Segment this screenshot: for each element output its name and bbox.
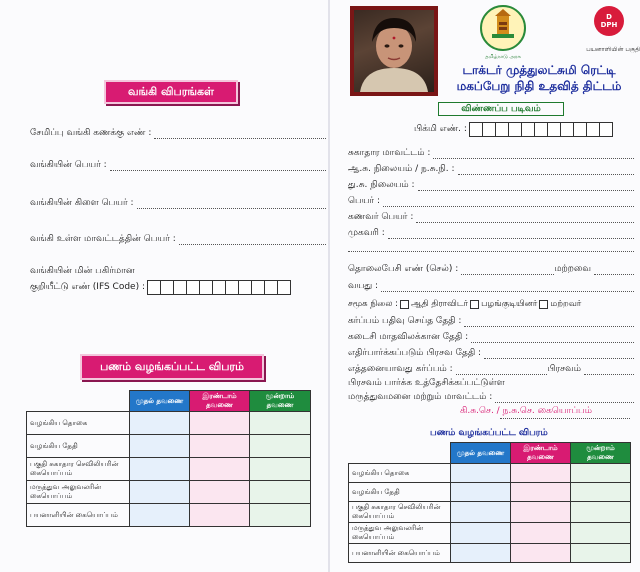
field-label: ஆ.சு. நிலையம் / ந.சு.நி. : bbox=[348, 164, 455, 174]
cell[interactable] bbox=[571, 544, 631, 563]
cell[interactable] bbox=[130, 458, 190, 481]
field-label: எதிர்பார்க்கப்படும் பிரசவ தேதி : bbox=[348, 348, 482, 358]
phc-field[interactable] bbox=[348, 164, 634, 175]
cell[interactable] bbox=[130, 481, 190, 504]
cell[interactable] bbox=[571, 464, 631, 483]
cell[interactable] bbox=[190, 481, 250, 504]
field-label: குறியீட்டு எண் (IFS Code) : bbox=[30, 282, 146, 292]
hsc-field[interactable] bbox=[348, 180, 634, 191]
registration-date-field[interactable] bbox=[348, 316, 634, 327]
payment-table bbox=[26, 390, 311, 527]
cell[interactable] bbox=[250, 481, 311, 504]
portrait-icon bbox=[354, 10, 434, 92]
delivery-label: பிரசவம் bbox=[547, 364, 581, 374]
field-label: கணவர் பெயர் : bbox=[348, 212, 414, 222]
scheme-title bbox=[444, 62, 634, 94]
scheme-title-line1: டாக்டர் முத்துலட்சுமி ரெட்டி bbox=[462, 63, 616, 77]
govt-emblem bbox=[478, 4, 528, 52]
cell[interactable] bbox=[130, 435, 190, 458]
name-field[interactable] bbox=[348, 196, 634, 207]
hospital-district-field[interactable] bbox=[348, 392, 634, 403]
husband-name-field[interactable] bbox=[348, 212, 634, 223]
pcmi-number-field[interactable] bbox=[414, 122, 613, 137]
field-label: சமூக நிலை : bbox=[348, 299, 398, 309]
row-label-line: பகுதி சுகாதார செவிலியரின் bbox=[352, 503, 441, 511]
cell[interactable] bbox=[190, 435, 250, 458]
lmp-date-field[interactable] bbox=[348, 332, 634, 343]
cell[interactable] bbox=[250, 435, 311, 458]
community-checkbox-sc[interactable] bbox=[400, 300, 409, 309]
ifs-label-line1: வங்கியின் மின் பகிர்மான bbox=[30, 266, 135, 276]
cell[interactable] bbox=[571, 483, 631, 502]
cell[interactable] bbox=[250, 504, 311, 527]
pcmi-number-boxes[interactable] bbox=[470, 122, 613, 137]
field-label: சேமிப்பு வங்கி கணக்கு எண் : bbox=[30, 128, 152, 138]
pregnancy-order-field[interactable] bbox=[348, 364, 634, 375]
field-label: பிக்மி எண். : bbox=[414, 124, 467, 134]
cell[interactable] bbox=[130, 504, 190, 527]
row-label: வழங்கிய தேதி bbox=[349, 483, 451, 502]
bank-district-field[interactable] bbox=[30, 234, 326, 245]
ifs-code-boxes[interactable] bbox=[148, 280, 291, 295]
field-label: முகவரி : bbox=[348, 228, 385, 238]
row-label bbox=[349, 502, 451, 523]
cell[interactable] bbox=[511, 544, 571, 563]
community-option: பழங்குடியினர் bbox=[481, 299, 538, 309]
phone-field[interactable] bbox=[348, 264, 634, 275]
field-label: சுகாதார மாவட்டம் : bbox=[348, 148, 431, 158]
payment-details-title: பணம் வழங்கப்பட்ட விபரம் bbox=[80, 354, 264, 380]
community-checkbox-st[interactable] bbox=[470, 300, 479, 309]
cell[interactable] bbox=[190, 412, 250, 435]
dpdh-letter: DPH bbox=[600, 21, 618, 29]
third-installment-header: மூன்றாம் தவணை bbox=[250, 391, 311, 412]
cell[interactable] bbox=[250, 412, 311, 435]
row-label-line: மருத்துவ அலுவலரின் bbox=[30, 483, 102, 491]
row-label: வழங்கிய தொகை bbox=[349, 464, 451, 483]
cell[interactable] bbox=[250, 458, 311, 481]
health-district-field[interactable] bbox=[348, 148, 634, 159]
community-checkbox-other[interactable] bbox=[539, 300, 548, 309]
cell[interactable] bbox=[190, 458, 250, 481]
field-label: வங்கியின் கிளை பெயர் : bbox=[30, 198, 134, 208]
right-panel bbox=[330, 0, 640, 572]
row-label bbox=[27, 481, 130, 504]
address-field[interactable] bbox=[348, 228, 634, 239]
row-label-line: கையொப்பம் bbox=[352, 533, 395, 541]
second-installment-header: இரண்டாம் தவணை bbox=[511, 443, 571, 464]
row-label: பயனாளியின் கையொப்பம் bbox=[349, 544, 451, 563]
row-label bbox=[349, 523, 451, 544]
branch-name-field[interactable] bbox=[30, 198, 326, 209]
field-label: வங்கி உள்ள மாவட்டத்தின் பெயர் : bbox=[30, 234, 176, 244]
application-form-title: விண்ணப்ப படிவம் bbox=[438, 102, 564, 116]
field-label: வங்கியின் பெயர் : bbox=[30, 160, 107, 170]
portrait-photo bbox=[350, 6, 438, 96]
payment-table-right bbox=[348, 442, 631, 563]
hospital-label-line1: பிரசவம் பார்க்க உத்தேசிக்கப்பட்டுள்ள bbox=[348, 378, 505, 388]
ifs-code-field[interactable] bbox=[30, 280, 291, 295]
first-installment-header: முதல் தவணை bbox=[130, 391, 190, 412]
bank-name-field[interactable] bbox=[30, 160, 326, 171]
field-label: கர்ப்பம் பதிவு செய்த தேதி : bbox=[348, 316, 462, 326]
cell[interactable] bbox=[451, 544, 511, 563]
row-label-line: கையொப்பம் bbox=[30, 492, 73, 500]
row-label bbox=[27, 458, 130, 481]
community-field bbox=[348, 299, 581, 310]
field-label: எத்தனையாவது கர்ப்பம் : bbox=[348, 364, 453, 374]
payment-details-title-right: பணம் வழங்கப்பட்ட விபரம் bbox=[430, 428, 548, 438]
row-label: பயனாளியின் கையொப்பம் bbox=[27, 504, 130, 527]
field-label: வயது : bbox=[348, 281, 379, 291]
community-option: மற்றவர் bbox=[550, 299, 582, 309]
cell[interactable] bbox=[571, 523, 631, 544]
row-label-line: மருத்துவ அலுவலரின் bbox=[352, 524, 424, 532]
field-label: பெயர் : bbox=[348, 196, 381, 206]
cell[interactable] bbox=[451, 483, 511, 502]
third-installment-header: மூன்றாம் தவணை bbox=[571, 443, 631, 464]
field-label: து.சு. நிலையம் : bbox=[348, 180, 415, 190]
cell[interactable] bbox=[190, 504, 250, 527]
edd-field[interactable] bbox=[348, 348, 634, 359]
cell[interactable] bbox=[511, 523, 571, 544]
field-label: தொலைபேசி எண் (செல்) : bbox=[348, 264, 459, 274]
community-option: ஆதி திராவிடர் bbox=[410, 299, 469, 309]
row-label-line: பகுதி சுகாதார செவிலியரின் bbox=[30, 460, 119, 468]
cell[interactable] bbox=[511, 502, 571, 523]
row-label: வழங்கிய தேதி bbox=[27, 435, 130, 458]
phone-other-label: மற்றவை bbox=[554, 264, 591, 274]
vhn-signature-label: கி.சு.செ. / ந.சு.செ. கையொப்பம் bbox=[460, 406, 592, 416]
temple-emblem-icon bbox=[478, 4, 528, 52]
dpdh-letter: D bbox=[606, 13, 612, 21]
bank-details-title: வங்கி விபரங்கள் bbox=[104, 80, 238, 104]
department-text: பயனாளியின் பகுதி bbox=[586, 46, 640, 53]
cell[interactable] bbox=[130, 412, 190, 435]
second-installment-header: இரண்டாம் தவணை bbox=[190, 391, 250, 412]
row-label-line: கையொப்பம் bbox=[30, 469, 73, 477]
emblem-text: தமிழ்நாடு அரசு bbox=[485, 54, 521, 60]
address-line-2[interactable] bbox=[348, 244, 634, 252]
field-label: கடைசி மாதவிலக்கான தேதி : bbox=[348, 332, 469, 342]
scheme-title-line2: மகப்பேறு நிதி உதவித் திட்டம் bbox=[456, 79, 622, 93]
row-label: வழங்கிய தொகை bbox=[27, 412, 130, 435]
savings-account-field[interactable] bbox=[30, 128, 326, 139]
row-label-line: கையொப்பம் bbox=[352, 512, 395, 520]
cell[interactable] bbox=[451, 464, 511, 483]
age-field[interactable] bbox=[348, 281, 634, 292]
cell[interactable] bbox=[511, 464, 571, 483]
field-label: மருத்துவமனை மற்றும் மாவட்டம் : bbox=[348, 392, 493, 402]
cell[interactable] bbox=[451, 502, 511, 523]
dpdh-logo bbox=[594, 6, 624, 36]
cell[interactable] bbox=[571, 502, 631, 523]
cell[interactable] bbox=[511, 483, 571, 502]
first-installment-header: முதல் தவணை bbox=[451, 443, 511, 464]
cell[interactable] bbox=[451, 523, 511, 544]
vhn-signature-line[interactable] bbox=[500, 418, 630, 419]
